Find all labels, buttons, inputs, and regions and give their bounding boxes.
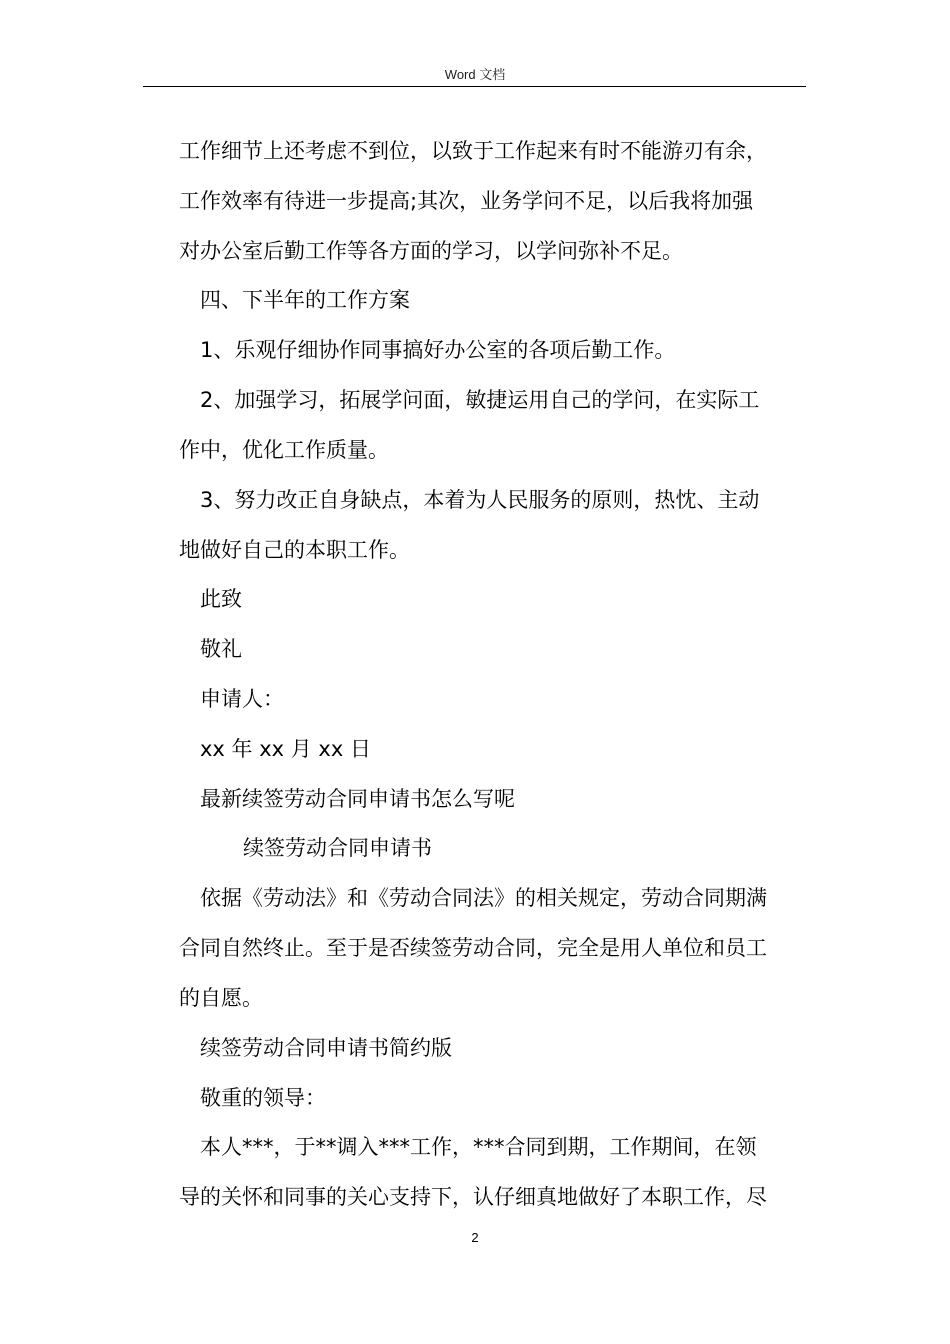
body-line: 作中，优化工作质量。 (179, 438, 389, 462)
body-line: 导的关怀和同事的关心支持下，认仔细真地做好了本职工作，尽 (179, 1185, 767, 1209)
section-title: 续签劳动合同申请书简约版 (200, 1036, 452, 1060)
header-label: Word 文档 (444, 67, 506, 82)
section-heading: 四、下半年的工作方案 (200, 288, 410, 312)
closing-line: 敬礼 (200, 637, 242, 661)
body-line: 工作细节上还考虑不到位，以致于工作起来有时不能游刃有余， (179, 139, 767, 163)
body-line: 2、加强学习，拓展学问面，敏捷运用自己的学问，在实际工 (200, 388, 760, 412)
salutation-line: 敬重的领导： (200, 1086, 326, 1110)
body-line: 3、努力改正自身缺点，本着为人民服务的原则，热忱、主动 (200, 488, 760, 512)
body-line: 依据《劳动法》和《劳动合同法》的相关规定，劳动合同期满 (200, 886, 767, 910)
page-number: 2 (471, 1230, 479, 1245)
body-line: 的自愿。 (179, 986, 263, 1010)
applicant-line: 申请人： (200, 687, 284, 711)
body-line: 地做好自己的本职工作。 (179, 538, 410, 562)
section-title: 最新续签劳动合同申请书怎么写呢 (200, 787, 515, 811)
body-line: 对办公室后勤工作等各方面的学习，以学问弥补不足。 (179, 239, 683, 263)
body-line: 本人***，于**调入***工作，***合同到期，工作期间，在领 (200, 1135, 757, 1159)
header-divider (143, 86, 806, 87)
body-line: 1、乐观仔细协作同事搞好办公室的各项后勤工作。 (200, 338, 676, 362)
body-line: 合同自然终止。至于是否续签劳动合同，完全是用人单位和员工 (179, 936, 767, 960)
closing-line: 此致 (200, 587, 242, 611)
body-line: 工作效率有待进一步提高;其次，业务学问不足，以后我将加强 (179, 189, 754, 213)
document-title: 续签劳动合同申请书 (243, 836, 432, 860)
date-line: xx 年 xx 月 xx 日 (200, 737, 371, 761)
